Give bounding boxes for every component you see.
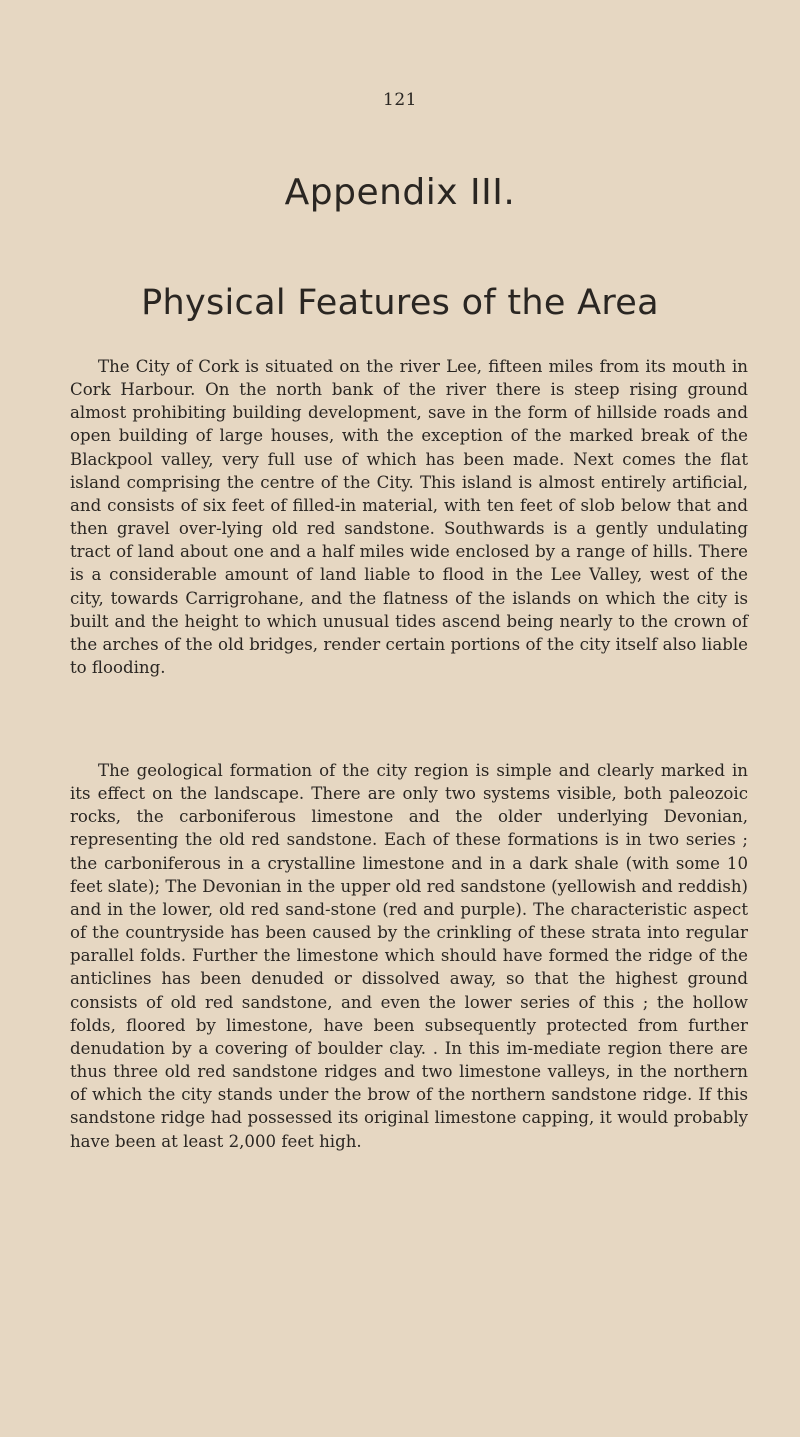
- body-paragraph: The City of Cork is situated on the river Lee, fifteen miles from its mouth in Cork Harbour. On the north bank of the river there is steep rising ground almost prohibiting building development, save in the form of hillside roads and open building of large houses, with the exception of the marked break of the Blackpool valley, very full use of which has been made. Next comes the flat island comprising the centre of the City. This island is almost entirely artificial, and consists of six feet of filled-in material, with ten feet of slob below that and then gravel over-lying old red sandstone. Southwards is a gently undulating tract of land about one and a half miles wide enclosed by a range of hills. There is a considerable amount of land liable to flood in the Lee Valley, west of the city, towards Carrigrohane, and the flatness of the islands on which the city is built and the height to which unusual tides ascend being nearly to the crown of the arches of the old bridges, render certain portions of the city itself also liable to flooding.: [70, 357, 748, 678]
- appendix-title: Appendix III.: [284, 172, 516, 213]
- body-paragraph: The geological formation of the city region is simple and clearly marked in its effect on the landscape. There are only two systems visible, both paleozoic rocks, the carboniferous limestone and the older underlying Devonian, representing the old red sandstone. Each of these formations is in two series ; the carboniferous in a crystalline limestone and in a dark shale (with some 10 feet slate); The Devonian in the upper old red sandstone (yellowish and reddish) and in the lower, old red sand-stone (red and purple). The characteristic aspect of the countryside has been caused by the crinkling of these strata into regular parallel folds. Further the limestone which should have formed the ridge of the anticlines has been denuded or dissolved away, so that the highest ground consists of old red sandstone, and even the lower series of this ; the hollow folds, floored by limestone, have been subsequently protected from further denudation by a covering of boulder clay. . In this im-mediate region there are thus three old red sandstone ridges and two limestone valleys, in the northern of which the city stands under the brow of the northern sandstone ridge. If this sandstone ridge had possessed its original limestone capping, it would probably have been at least 2,000 feet high.: [70, 761, 748, 1151]
- section-title: Physical Features of the Area: [141, 283, 659, 323]
- page-number: 121: [383, 90, 417, 110]
